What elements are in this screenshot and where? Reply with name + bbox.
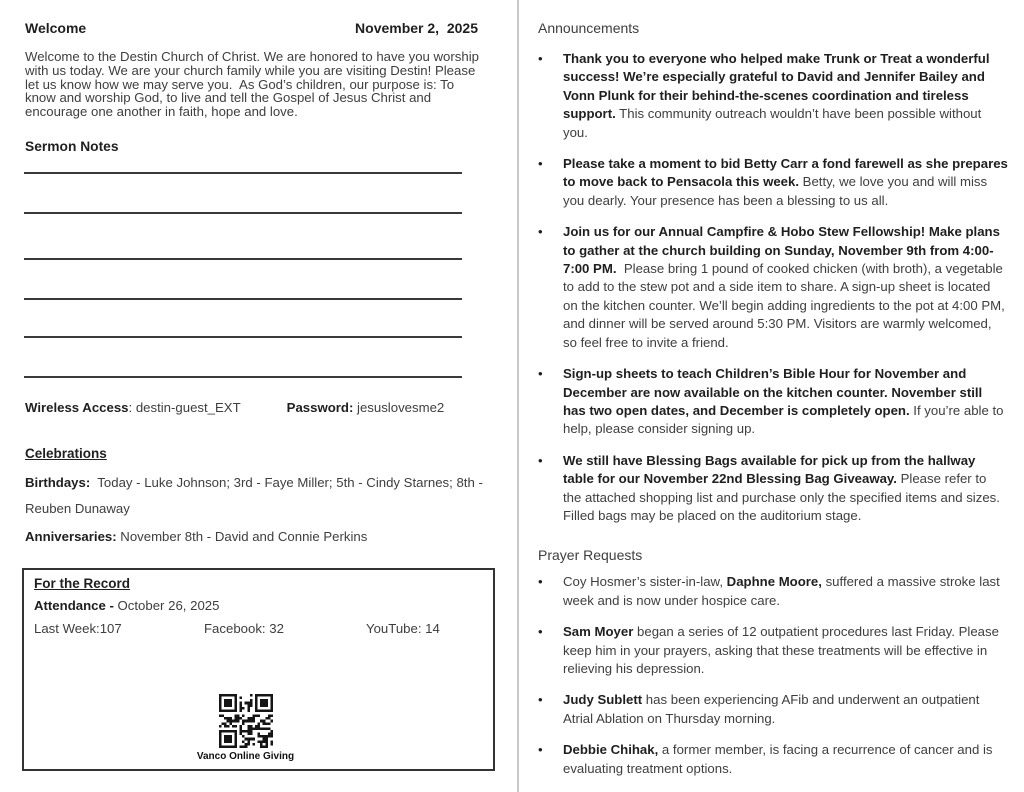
left-page-header	[25, 20, 478, 36]
attendance-line	[34, 598, 483, 613]
announcements-heading: Announcements	[538, 20, 640, 36]
prayer-lead: Coy Hosmer’s sister-in-law,	[563, 574, 727, 590]
prayer-bold: Sam Moyer	[563, 624, 634, 640]
announcements-list	[538, 50, 1012, 525]
bullet-icon: •	[538, 156, 543, 172]
prayer-requests-heading: Prayer Requests	[538, 547, 643, 564]
announcement-item	[538, 155, 1012, 210]
announcement-bold: Thank you to everyone who helped make Trunk or Treat a wonderful success! We’re especially grateful to David and Jennifer Bailey and Vonn Plunk for their behind-the-scenes coordination and tireless support.	[563, 51, 994, 122]
stat-facebook: Facebook: 32	[204, 621, 284, 636]
bulletin-date: November 2, 2025	[355, 20, 478, 36]
announcement-rest: Please bring 1 pound of cooked chicken (with broth), a vegetable to add to the stew pot and a side item to share. A sign-up sheet is located on the kitchen counter. We’ll begin adding ingredients to the pot at 4:00 PM, and dinner will be served around 5:30 PM. Visitors are warmly welcomed, so feel free to invite a friend.	[563, 261, 1009, 350]
bullet-icon: •	[538, 224, 543, 240]
wifi-info-line	[25, 400, 444, 415]
record-heading: For the Record	[34, 576, 131, 591]
attendance-stats-row	[34, 621, 483, 636]
celebrations-heading: Celebrations	[25, 446, 107, 461]
announcement-bold: Please take a moment to bid Betty Carr a fond farewell as she prepares to move back to Pensacola this week.	[563, 156, 1012, 190]
birthdays-line	[25, 470, 489, 521]
sermon-note-line	[24, 258, 462, 260]
announcement-text	[563, 155, 1012, 210]
announcement-item	[538, 50, 1008, 142]
prayer-request-item	[538, 623, 1008, 678]
bullet-icon: •	[538, 742, 543, 758]
attendance-value: October 26, 2025	[113, 598, 220, 613]
online-giving-block	[24, 694, 467, 762]
prayer-bold: Judy Sublett	[563, 692, 643, 708]
sermon-note-line	[24, 298, 462, 300]
bullet-icon: •	[538, 452, 543, 468]
stat-last-week: Last Week:107	[34, 621, 122, 636]
announcement-text	[563, 50, 1008, 142]
bullet-icon: •	[538, 574, 543, 590]
bullet-icon: •	[538, 692, 543, 708]
qr-code	[219, 694, 273, 748]
for-the-record-box	[22, 568, 495, 771]
anniversaries-label: Anniversaries:	[25, 529, 117, 544]
announcement-item	[538, 365, 1008, 439]
wifi-network-label: Wireless Access	[25, 400, 129, 415]
wifi-network-value: : destin-guest_EXT	[128, 400, 241, 415]
right-page	[538, 20, 1012, 791]
bullet-icon: •	[538, 51, 543, 66]
announcement-rest: If you’re able to help, please consider signing up.	[563, 402, 1008, 437]
birthdays-text: Today - Luke Johnson; 3rd - Faye Miller; 5th - Cindy Starnes; 8th - Reuben Dunaway	[25, 475, 487, 516]
welcome-paragraph: Welcome to the Destin Church of Christ. We are honored to have you worship with us today. We are your church family while you are visiting Destin! Please let us know how we may serve you. As God’s children, our purpose is: To know and worship God, to live and tell the Gospel of Jesus Christ and encourage one another in faith, hope and love.	[25, 49, 483, 120]
stat-youtube: YouTube: 14	[366, 621, 440, 636]
attendance-label: Attendance -	[34, 598, 114, 613]
prayer-rest: began a series of 12 outpatient procedures last Friday. Please keep him in your prayers, asking that these treatments will be effective in relieving his depression.	[563, 624, 1003, 676]
sermon-note-line	[24, 212, 462, 214]
wifi-password-value: jesuslovesme2	[353, 400, 445, 415]
birthdays-label: Birthdays:	[25, 475, 91, 490]
prayer-request-text	[563, 573, 1008, 610]
prayer-request-text	[563, 691, 1008, 728]
sermon-note-line	[24, 172, 462, 174]
bullet-icon: •	[538, 366, 543, 382]
announcement-text	[563, 223, 1008, 352]
announcement-rest: Please refer to the attached shopping list and purchase only the specified items and sizes. Filled bags may be placed on the auditorium stage.	[563, 471, 1004, 523]
prayer-rest: a former member, is facing a recurrence of cancer and is evaluating treatment options.	[563, 742, 997, 776]
prayer-rest: has been experiencing AFib and underwent an outpatient Atrial Ablation on Thursday morning.	[563, 692, 983, 726]
prayer-request-text	[563, 623, 1008, 678]
announcement-bold: We still have Blessing Bags available for pick up from the hallway table for our November 22nd Blessing Bag Giveaway.	[563, 452, 980, 487]
sermon-notes-heading: Sermon Notes	[25, 139, 119, 154]
prayer-request-item	[538, 741, 1008, 778]
prayer-request-item	[538, 691, 1008, 728]
announcement-bold: Sign-up sheets to teach Children’s Bible Hour for November and December are now available on the kitchen counter. November still has two open dates, and December is completely open.	[563, 366, 986, 418]
announcement-item	[538, 223, 1008, 352]
welcome-heading: Welcome	[25, 20, 87, 36]
prayer-request-text	[563, 741, 1008, 778]
qr-caption: Vanco Online Giving	[196, 751, 295, 762]
prayer-requests-list	[538, 573, 1008, 778]
wifi-password-label: Password:	[286, 400, 354, 415]
announcement-bold: Join us for our Annual Campfire & Hobo Stew Fellowship! Make plans to gather at the church building on Sunday, November 9th from 4:00-7:00 PM.	[563, 224, 1004, 277]
page-center-divider	[517, 0, 519, 792]
prayer-request-item	[538, 573, 1008, 610]
anniversaries-text: November 8th - David and Connie Perkins	[116, 529, 368, 544]
announcement-item	[538, 452, 1008, 526]
announcement-text	[563, 452, 1008, 526]
anniversaries-line	[25, 524, 489, 550]
prayer-bold: Daphne Moore,	[726, 574, 822, 590]
announcement-rest: This community outreach wouldn’t have been possible without you.	[563, 106, 985, 140]
bullet-icon: •	[538, 624, 543, 640]
announcement-text	[563, 365, 1008, 439]
sermon-note-line	[24, 376, 462, 378]
prayer-rest: suffered a massive stroke last week and is now under hospice care.	[563, 574, 1004, 608]
announcement-rest: Betty, we love you and will miss you dearly. Your presence has been a blessing to us all.	[563, 174, 991, 208]
sermon-note-line	[24, 336, 462, 338]
prayer-bold: Debbie Chihak,	[563, 742, 659, 758]
